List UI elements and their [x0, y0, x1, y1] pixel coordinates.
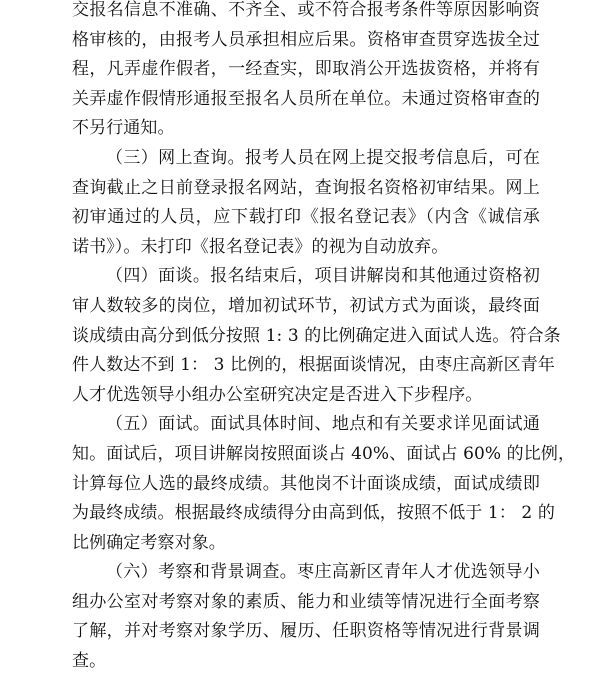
paragraph-inspection-background-check — [72, 558, 540, 676]
paragraph-interview-talk — [72, 262, 561, 410]
text-line: （六）考察和背景调查。枣庄高新区青年人才优选领导小 — [106, 562, 540, 583]
text-line: 格审核的，由报考人员承担相应后果。资格审查贯穿选拔全过 — [72, 29, 540, 50]
text-line: 初审通过的人员，应下载打印《报名登记表》（内含《诚信承 — [72, 207, 540, 228]
text-line: （三）网上查询。报考人员在网上提交报考信息后，可在 — [106, 147, 540, 168]
text-line: 组办公室对考察对象的素质、能力和业绩等情况进行全面考察 — [72, 591, 540, 612]
text-line: 谈成绩由高分到低分按照 1: 3 的比例确定进入面试人选。符合条 — [72, 325, 561, 346]
text-line: 件人数达不到 1： 3 比例的，根据面谈情况，由枣庄高新区青年 — [72, 355, 555, 376]
text-line: 人才优选领导小组办公室研究决定是否进入下步程序。 — [72, 384, 483, 405]
text-line: 查。 — [72, 651, 107, 672]
paragraph-qualification-review — [72, 0, 540, 144]
paragraph-online-query — [72, 144, 540, 262]
text-line: 审人数较多的岗位，增加初试环节，初试方式为面谈，最终面 — [72, 295, 540, 316]
text-line: 知。面试后，项目讲解岗按照面谈占 40%、面试占 60% 的比例， — [72, 443, 576, 464]
text-line: 了解，并对考察对象学历、履历、任职资格等情况进行背景调 — [72, 621, 540, 642]
text-line: 为最终成绩。根据最终成绩得分由高到低，按照不低于 1： 2 的 — [72, 503, 555, 524]
text-line: （五）面试。面试具体时间、地点和有关要求详见面试通 — [106, 414, 540, 435]
paragraph-interview — [72, 410, 576, 558]
text-line: 不另行通知。 — [72, 118, 175, 139]
text-line: 比例确定考察对象。 — [72, 532, 226, 553]
text-line: 诺书》）。未打印《报名登记表》的视为自动放弃。 — [72, 236, 449, 257]
text-line: 计算每位人选的最终成绩。其他岗不计面谈成绩，面试成绩即 — [72, 473, 540, 494]
text-line: 关弄虚作假情形通报至报名人员所在单位。未通过资格审查的 — [72, 88, 540, 109]
text-line: 程，凡弄虚作假者，一经查实，即取消公开选拔资格，并将有 — [72, 59, 540, 80]
text-line: （四）面谈。报名结束后，项目讲解岗和其他通过资格初 — [106, 266, 540, 287]
text-line: 查询截止之日前登录报名网站，查询报名资格初审结果。网上 — [72, 177, 540, 198]
text-line: 交报名信息不准确、不齐全、或不符合报考条件等原因影响资 — [72, 0, 540, 20]
document-body — [72, 0, 576, 677]
